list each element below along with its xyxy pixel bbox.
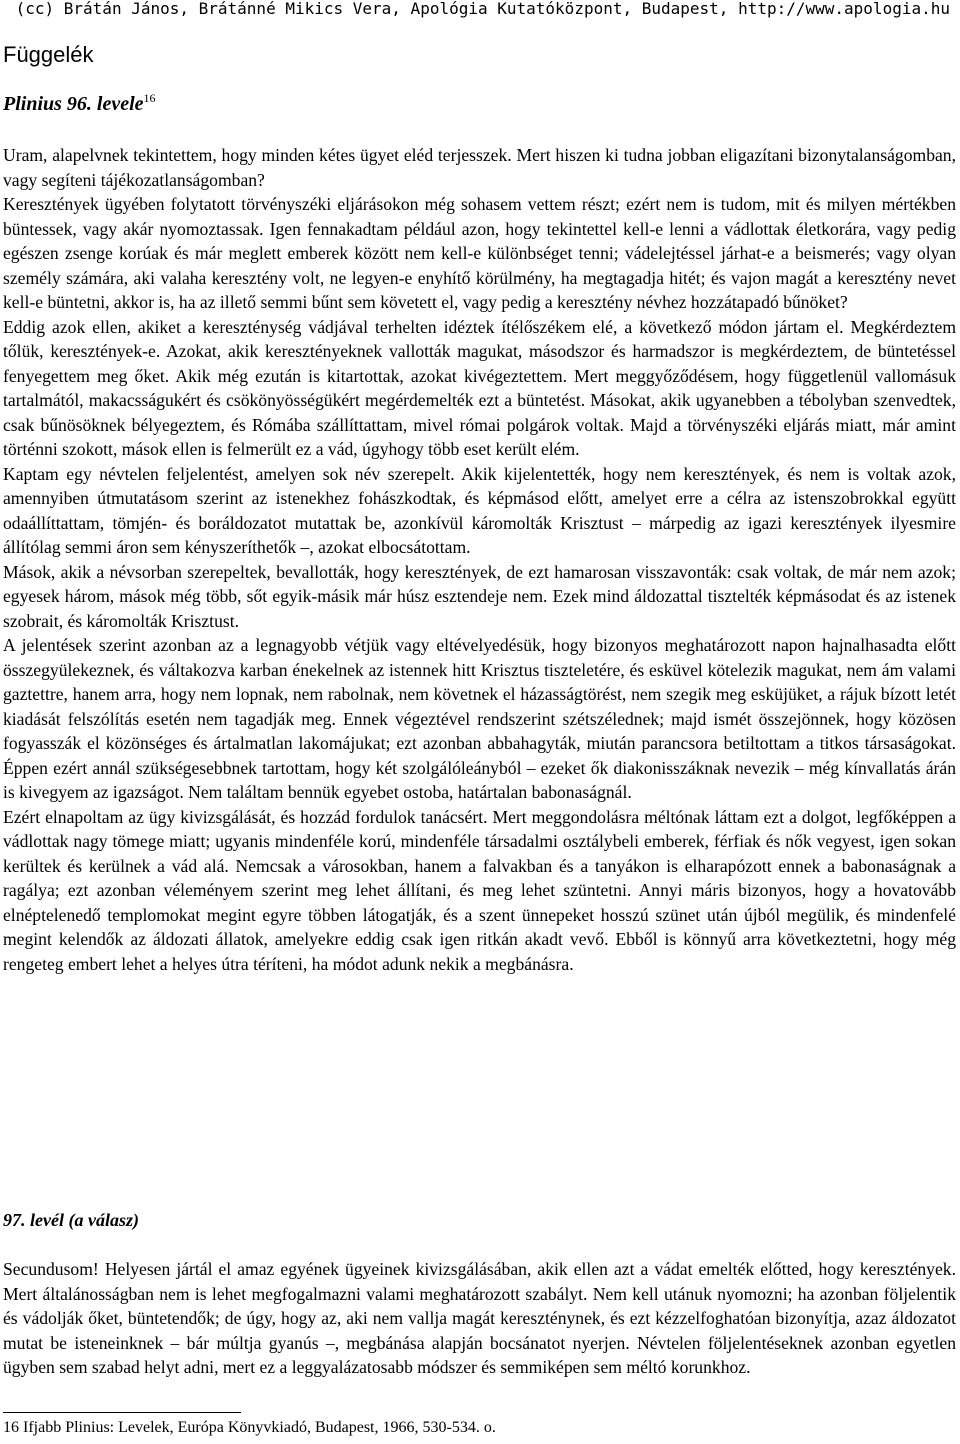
page-header: (cc) Brátán János, Brátánné Mikics Vera, Apológia Kutatóközpont, Budapest, http://www.apologia.hu (15, 0, 950, 18)
paragraph: Keresztények ügyében folytatott törvényszéki eljárásokon még sohasem vettem részt; ezért nem is tudom, mit és milyen mértékben büntessek, vagy akár nyomoztassak. Igen fennakadtam például azon, hogy tekintettel kell-e lenni a vádlottak életkorára, vagy pedig egészen zsenge korúak és már meglett emberek között nem kell-e különbséget tenni; vádelejtéssel járhat-e a beismerés; vagy olyan személy számára, aki valaha keresztény volt, ne legyen-e enyhítő körülmény, ha megtagadja hitét; és vajon magát a keresztény nevet kell-e büntetni, akkor is, ha az illető semmi bűnt sem követett el, vagy pedig a keresztény névhez hozzátapadó bűnöket? (3, 194, 956, 312)
section-title: Függelék (3, 42, 94, 67)
paragraph: Ezért elnapoltam az ügy kivizsgálását, és hozzád fordulok tanácsért. Mert meggondolásra méltónak láttam ezt a dolgot, legfőképpen a vádlottak nagy tömege miatt; ugyanis mindenféle korú, mindenféle társadalmi osztálybeli emberek, férfiak és nők vegyest, igen sokan kerültek és kerülnek a vád alá. Nemcsak a városokban, hanem a falvakban és a tanyákon is elharapózott ennek a babonaságnak a ragálya; ezt azonban véleményem szerint meg lehet állítani, és meg lehet szüntetni. Annyi máris bizonyos, hogy a hovatovább elnéptelenedő templomokat megint egyre többen látogatják, és a szent ünnepeket hosszú szünet után újból megülik, és mindenfelé megint kelendők az áldozati állatok, amelyekre eddig csak igen ritkán akadt vevő. Ebből is könnyű arra következtetni, hogy még rengeteg embert lehet a helyes útra téríteni, ha módot adunk nekik a megbánásra. (3, 806, 956, 974)
paragraph: Mások, akik a névsorban szerepeltek, bevallották, hogy keresztények, de ezt hamarosan visszavonták: csak voltak, de már nem azok; egyesek három, mások még több, sőt egyik-másik már húsz esztendeje nem. Ezek mind áldozattal tisztelték képmásodat és az istenek szobrait, és káromolták Krisztust. (3, 561, 956, 631)
paragraph: Eddig azok ellen, akiket a kereszténység vádjával terhelten idéztek ítélőszékem elé, a következő módon jártam el. Megkérdeztem tőlük, keresztények-e. Azokat, akik keresztényeknek vallották magukat, másodszor és harmadszor is megkérdeztem, de büntetéssel fenyegettem meg őket. Akik még ezután is kitartottak, azokat kivégeztettem. Mert meggyőződésem, hogy függetlenül vallomásuk tartalmától, makacsságukért és csökönyösségükért megérdemelték ezt a büntetést. Másokat, akik ugyanebben a tébolyban szenvedtek, csak bűnösöknek bélyegeztem, és Rómába szállíttattam, mivel római polgárok voltak. Majd a törvényszéki eljárás miatt, már amint történni szokott, mások ellen is felmerült ez a vád, úgyhogy több eset került elém. (3, 316, 956, 459)
letter-97-body (3, 1257, 956, 1380)
footnote-ref: 16 (143, 91, 156, 105)
paragraph: Kaptam egy névtelen feljelentést, amelyen sok név szerepelt. Akik kijelentették, hogy nem keresztények, és nem is voltak azok, amennyiben útmutatásom szerint az istenekhez fohászkodtak, és képmásod előtt, amelyet erre a célra az istenszobrokkal együtt odaállíttattam, tömjén- és boráldozatot mutattak be, azonkívül káromolták Krisztust – márpedig az igazi keresztények ilyesmire állítólag semmi áron sem kényszeríthetők –, azokat elbocsátottam. (3, 463, 956, 557)
letter-96-title (3, 92, 156, 116)
letter-96-title-text: Plinius 96. levele (3, 93, 144, 115)
paragraph: A jelentések szerint azonban az a legnagyobb vétjük vagy eltévelyedésük, hogy bizonyos meghatározott napon hajnalhasadta előtt összegyülekeznek, és váltakozva karban énekelnek az istennek hitt Krisztus tiszteletére, és esküvel kötelezik magukat, nem ám valami gaztettre, hanem arra, hogy nem lopnak, nem rabolnak, nem követnek el házasságtörést, nem szegik meg esküjüket, a rájuk bízott letét kiadását felszólítás esetén nem tagadják meg. Ennek végeztével rendszerint szétszélednek; majd ismét összejönnek, hogy közösen fogyasszák el közönséges és ártalmatlan lakomájukat; ezt azonban abbahagyták, miután parancsora betiltottam a titkos társaságokat. Éppen ezért annál szükségesebbnek tartottam, hogy két szolgálóleányból – ezeket ők diakonisszáknak nevezik – még kínvallatás árán is kivegyem az igazságot. Nem találtam bennük egyebet ostoba, határtalan babonaságnál. (3, 635, 956, 802)
letter-96-body (3, 143, 956, 976)
footnote: 16 Ifjabb Plinius: Levelek, Európa Könyvkiadó, Budapest, 1966, 530-534. o. (3, 1419, 496, 1436)
footnote-divider (3, 1412, 241, 1413)
letter-97-title: 97. levél (a válasz) (3, 1210, 139, 1230)
paragraph: Uram, alapelvnek tekintettem, hogy minden kétes ügyet eléd terjesszek. Mert hiszen ki tudna jobban eligazítani bizonytalanságomban, vagy segíteni tájékozatlanságomban? (3, 145, 956, 190)
paragraph: Secundusom! Helyesen jártál el amaz egyének ügyeinek kivizsgálásában, akik ellen azt a vádat emelték előtted, hogy keresztények. Mert általánosságban nem is lehet megfogalmazni valami meghatározott szabályt. Nem kell utánuk nyomozni; ha azonban följelentik és vádolják őket, büntetendők; de úgy, hogy az, aki nem vallja magát kereszténynek, és ezt kézzelfoghatóan bizonyítja, azaz áldozatot mutat be isteneinknek – bár múltja gyanús –, megbánása alapján bocsánatot nyerjen. Névtelen följelentéseknek azonban egyetlen ügyben sem szabad helyt adni, mert ez a leggyalázatosabb módszer és semmiképen sem méltó korunkhoz. (3, 1259, 956, 1377)
